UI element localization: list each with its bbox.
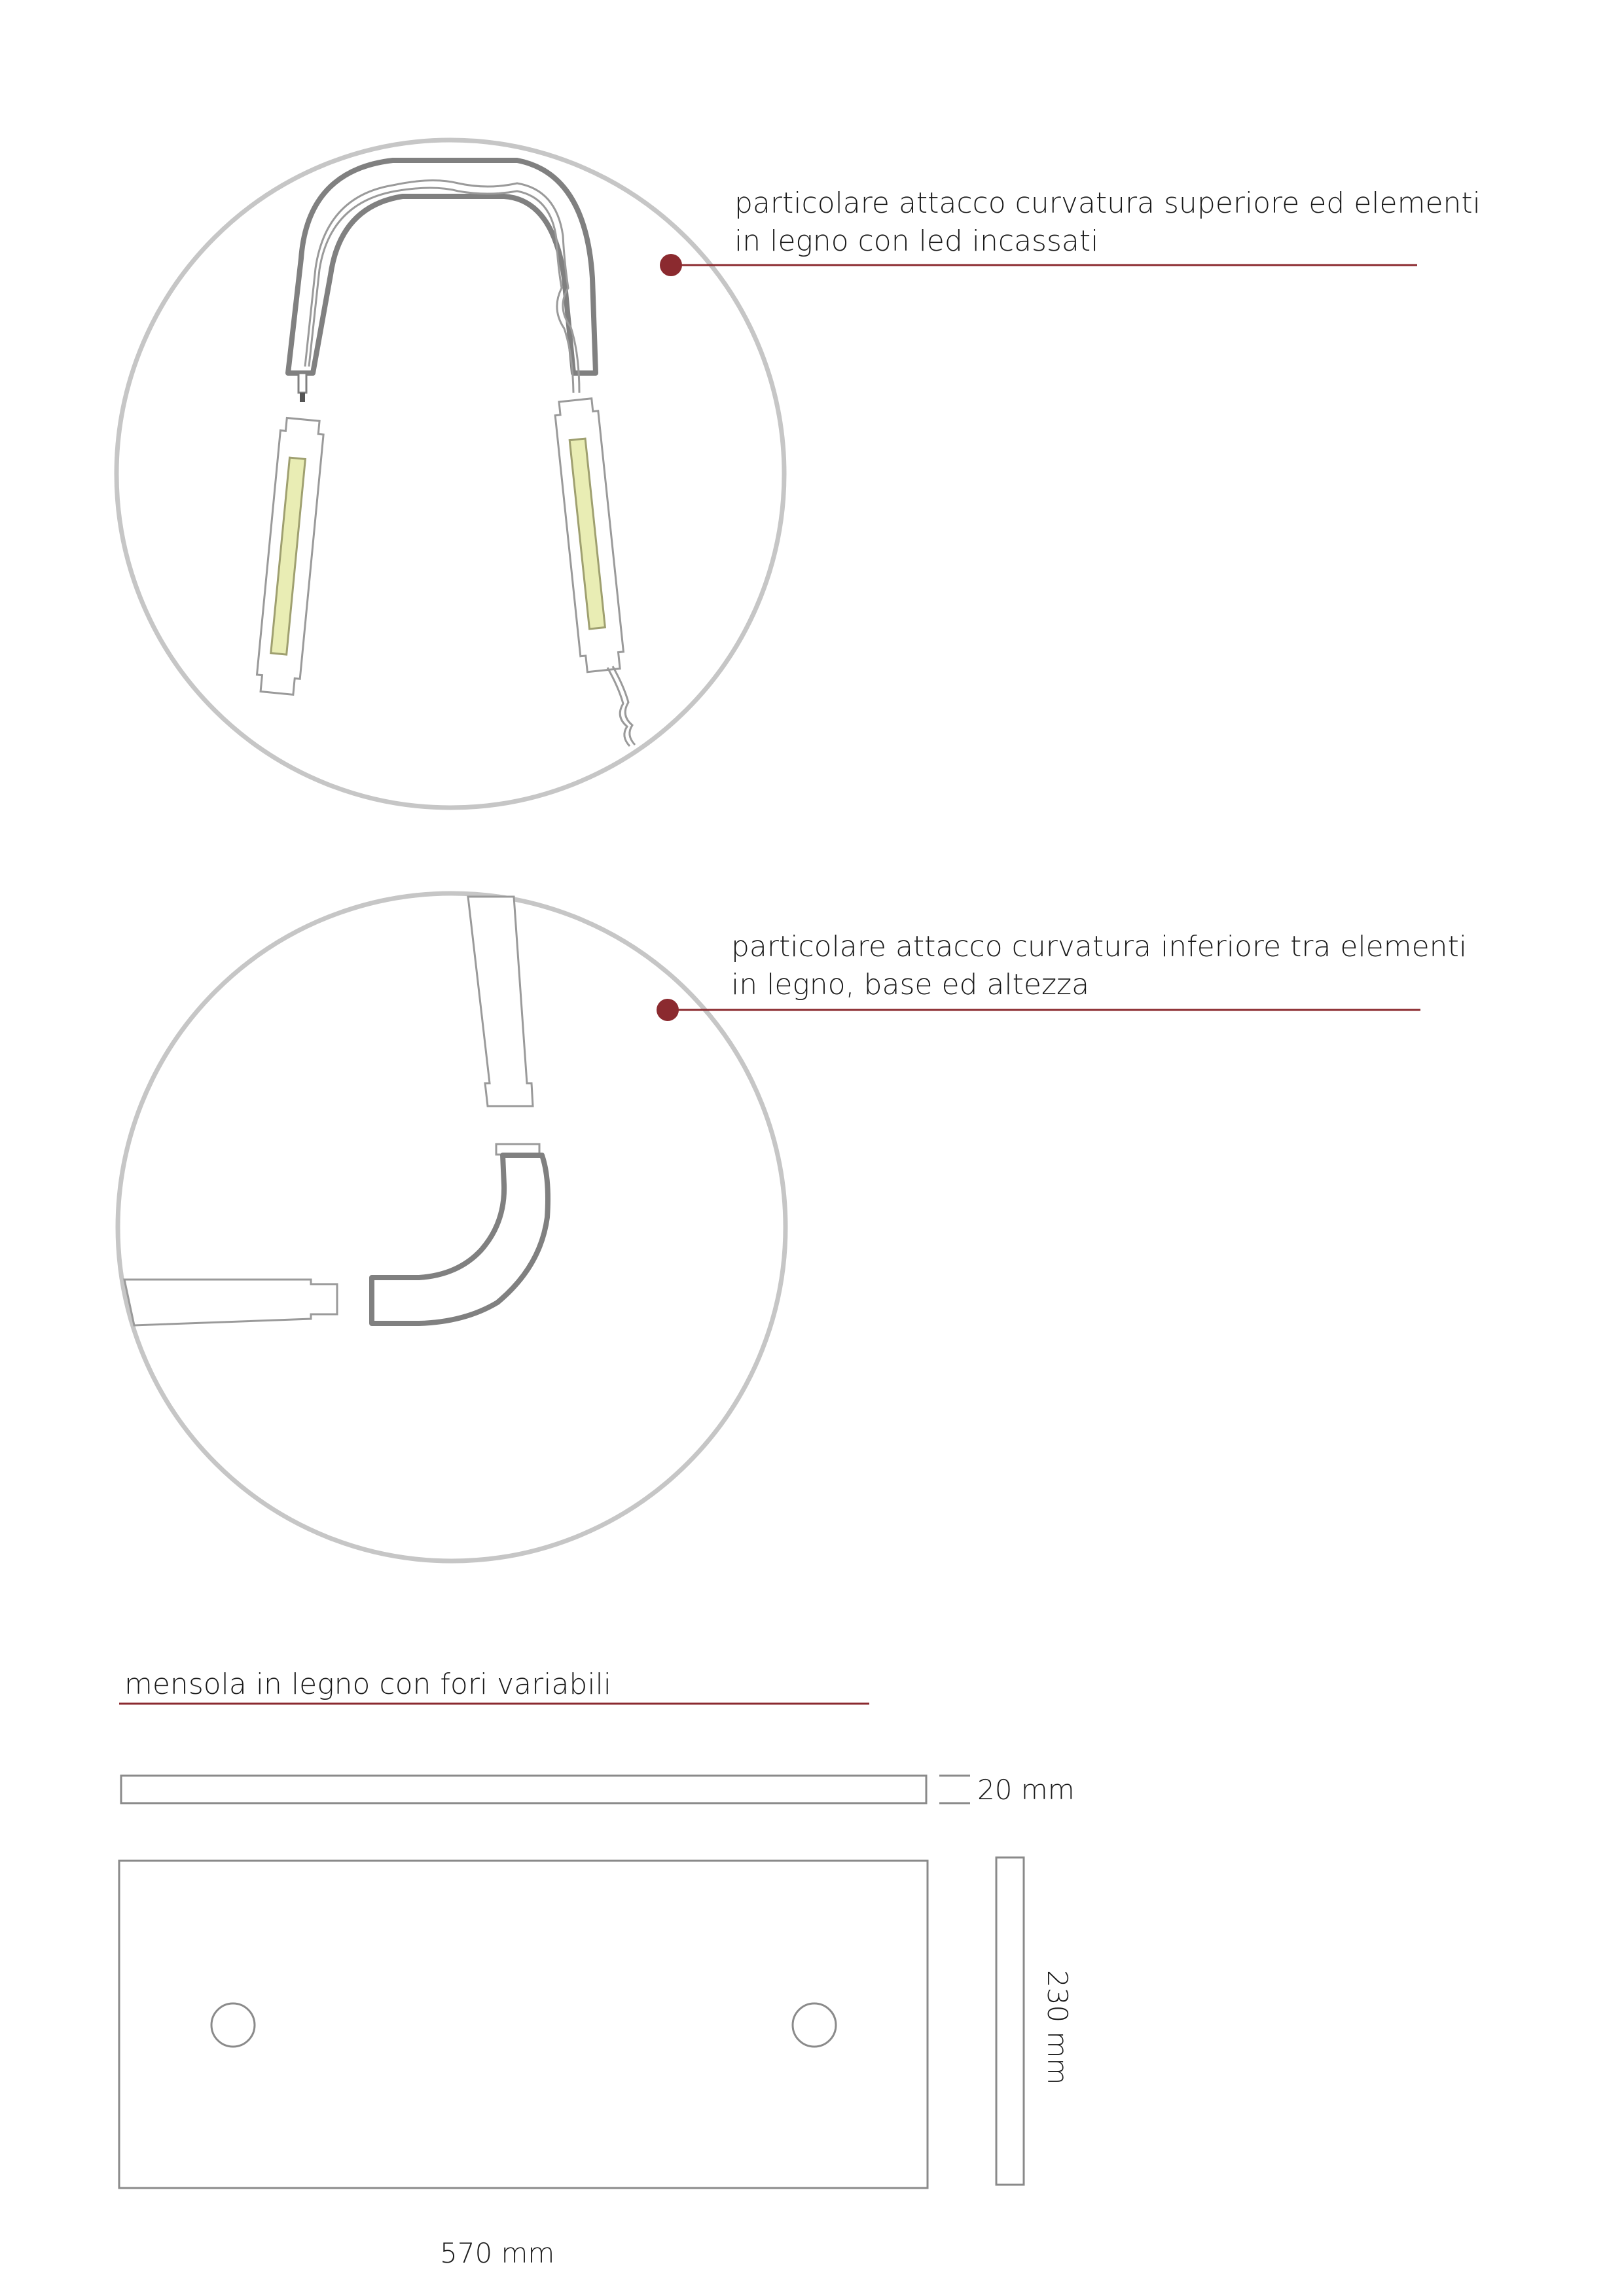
left-plug bbox=[298, 373, 306, 393]
shelf-hole-left bbox=[211, 2003, 255, 2047]
callout-text-top-line2: in legno con led incassati bbox=[734, 224, 1099, 258]
vertical-wood-element bbox=[468, 897, 533, 1106]
detail-circle-top bbox=[117, 140, 784, 808]
shelf-side-view bbox=[121, 1776, 926, 1803]
callout-text-top-line1: particolare attacco curvatura superiore ed elementi bbox=[734, 187, 1481, 220]
left-wood-element bbox=[255, 418, 325, 695]
callout-text-middle-line2: in legno, base ed altezza bbox=[731, 968, 1090, 1001]
right-wood-element bbox=[554, 398, 625, 673]
shelf-drawing bbox=[119, 1704, 1024, 2188]
width-label: 570 mm bbox=[440, 2237, 555, 2269]
top-bend-profile bbox=[288, 160, 596, 373]
shelf-title: mensola in legno con fori variabili bbox=[124, 1668, 612, 1701]
callout-dot-top bbox=[660, 254, 682, 276]
bottom-bend-profile bbox=[372, 1155, 548, 1323]
shelf-end-view bbox=[996, 1857, 1024, 2185]
left-plug-tip bbox=[300, 393, 305, 402]
depth-label: 230 mm bbox=[1041, 1970, 1074, 2085]
shelf-hole-right bbox=[793, 2003, 836, 2047]
callout-dot-middle bbox=[657, 999, 679, 1021]
callout-text-middle-line1: particolare attacco curvatura inferiore tra elementi bbox=[731, 930, 1468, 963]
thickness-label: 20 mm bbox=[977, 1774, 1075, 1806]
detail-circle-bottom bbox=[118, 893, 785, 1561]
horizontal-base-element bbox=[124, 1280, 337, 1325]
